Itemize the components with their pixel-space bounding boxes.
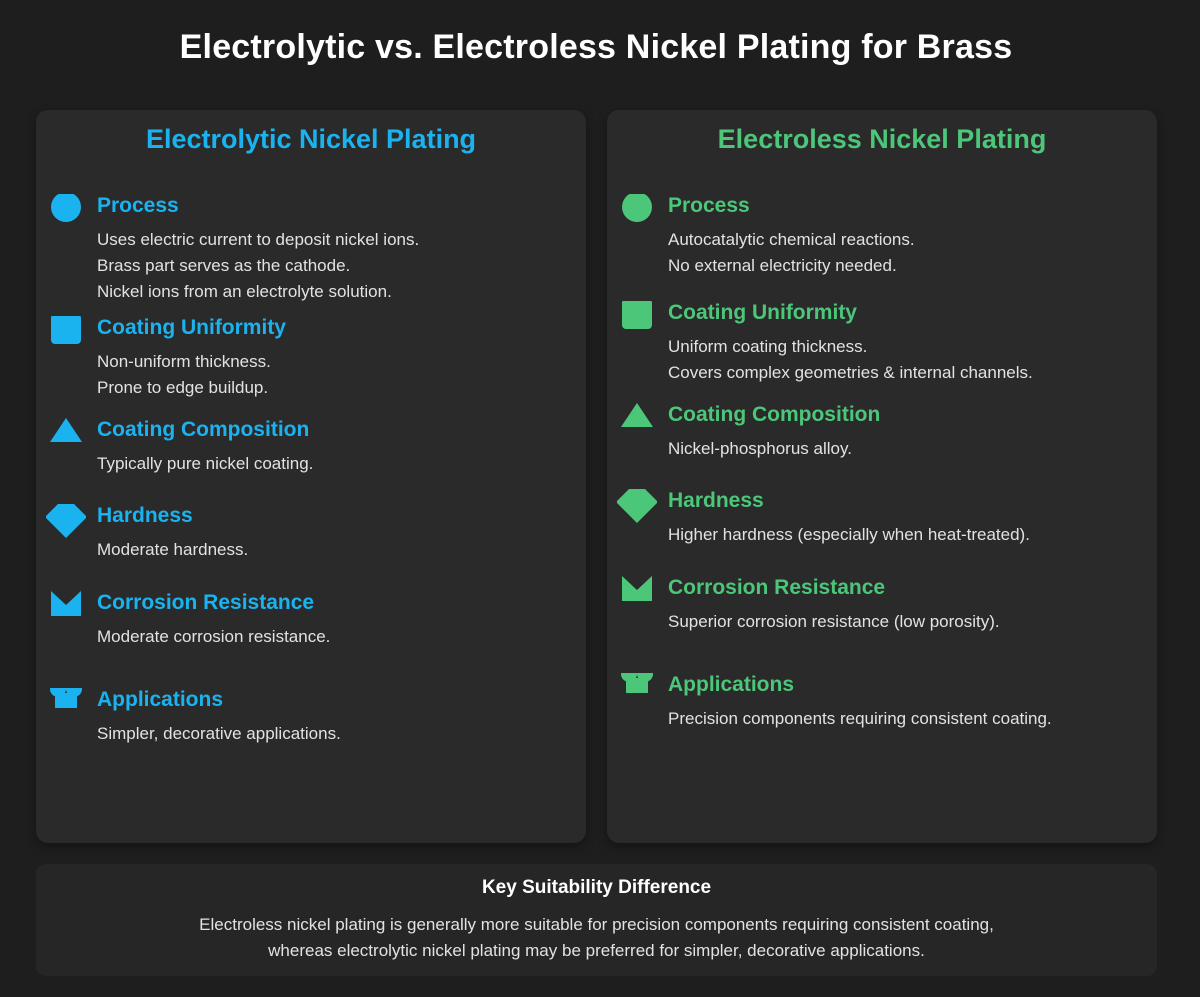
item-title: Hardness bbox=[97, 504, 193, 527]
summary-text bbox=[36, 912, 1157, 964]
electroless-panel bbox=[607, 110, 1157, 843]
circle-icon bbox=[46, 194, 86, 230]
item-description-line: Nickel ions from an electrolyte solution. bbox=[97, 282, 392, 301]
item-description bbox=[97, 721, 341, 747]
item-description bbox=[668, 334, 1033, 386]
item-description-line: Superior corrosion resistance (low porosity). bbox=[668, 612, 1000, 631]
square-icon bbox=[617, 301, 657, 337]
diamond-icon bbox=[617, 489, 657, 525]
item-description-line: Covers complex geometries & internal channels. bbox=[668, 363, 1033, 382]
item-description bbox=[668, 706, 1052, 732]
item-title: Coating Composition bbox=[97, 418, 310, 441]
electroless-heading: Electroless Nickel Plating bbox=[717, 124, 1047, 154]
item-description-line: Nickel-phosphorus alloy. bbox=[668, 439, 852, 458]
item-description-line: Prone to edge buildup. bbox=[97, 378, 269, 397]
item-description-line: Typically pure nickel coating. bbox=[97, 454, 314, 473]
chef-hat-icon bbox=[46, 688, 86, 724]
item-title: Hardness bbox=[668, 489, 764, 512]
summary-box bbox=[36, 864, 1157, 976]
item-title: Coating Composition bbox=[668, 403, 881, 426]
item-description-line: Brass part serves as the cathode. bbox=[97, 256, 351, 275]
item-description bbox=[668, 522, 1030, 548]
item-description bbox=[97, 349, 271, 401]
item-description-line: Moderate corrosion resistance. bbox=[97, 627, 331, 646]
summary-line: Electroless nickel plating is generally more suitable for precision components requiring consistent coating, bbox=[199, 915, 994, 934]
item-description-line: Higher hardness (especially when heat-treated). bbox=[668, 525, 1030, 544]
item-description-line: Moderate hardness. bbox=[97, 540, 249, 559]
diamond-icon bbox=[46, 504, 86, 540]
summary-title: Key Suitability Difference bbox=[481, 877, 712, 898]
crown-icon bbox=[617, 576, 657, 612]
item-description bbox=[668, 227, 915, 279]
item-description bbox=[97, 624, 330, 650]
circle-icon bbox=[617, 194, 657, 230]
item-description-line: Uniform coating thickness. bbox=[668, 337, 868, 356]
item-description-line: Non-uniform thickness. bbox=[97, 352, 271, 371]
square-icon bbox=[46, 316, 86, 352]
electrolytic-heading: Electrolytic Nickel Plating bbox=[145, 124, 477, 154]
item-description-line: Autocatalytic chemical reactions. bbox=[668, 230, 915, 249]
item-title: Corrosion Resistance bbox=[668, 576, 886, 599]
page-title: Electrolytic vs. Electroless Nickel Plating for Brass bbox=[179, 28, 1013, 66]
item-title: Applications bbox=[97, 688, 224, 711]
item-title: Process bbox=[668, 194, 750, 217]
electrolytic-panel bbox=[36, 110, 586, 843]
summary-line: whereas electrolytic nickel plating may be preferred for simpler, decorative applications. bbox=[268, 941, 925, 960]
triangle-icon bbox=[46, 418, 86, 454]
item-title: Process bbox=[97, 194, 179, 217]
item-description bbox=[668, 436, 852, 462]
item-description bbox=[97, 227, 419, 305]
item-title: Corrosion Resistance bbox=[97, 591, 315, 614]
chef-hat-icon bbox=[617, 673, 657, 709]
item-title: Coating Uniformity bbox=[668, 301, 857, 324]
item-description bbox=[668, 609, 1000, 635]
crown-icon bbox=[46, 591, 86, 627]
item-title: Applications bbox=[668, 673, 795, 696]
triangle-icon bbox=[617, 403, 657, 439]
item-description-line: Uses electric current to deposit nickel ions. bbox=[97, 230, 420, 249]
item-description-line: Precision components requiring consistent coating. bbox=[668, 709, 1052, 728]
item-description-line: Simpler, decorative applications. bbox=[97, 724, 341, 743]
item-description-line: No external electricity needed. bbox=[668, 256, 897, 275]
item-description bbox=[97, 537, 248, 563]
item-title: Coating Uniformity bbox=[97, 316, 286, 339]
item-description bbox=[97, 451, 313, 477]
